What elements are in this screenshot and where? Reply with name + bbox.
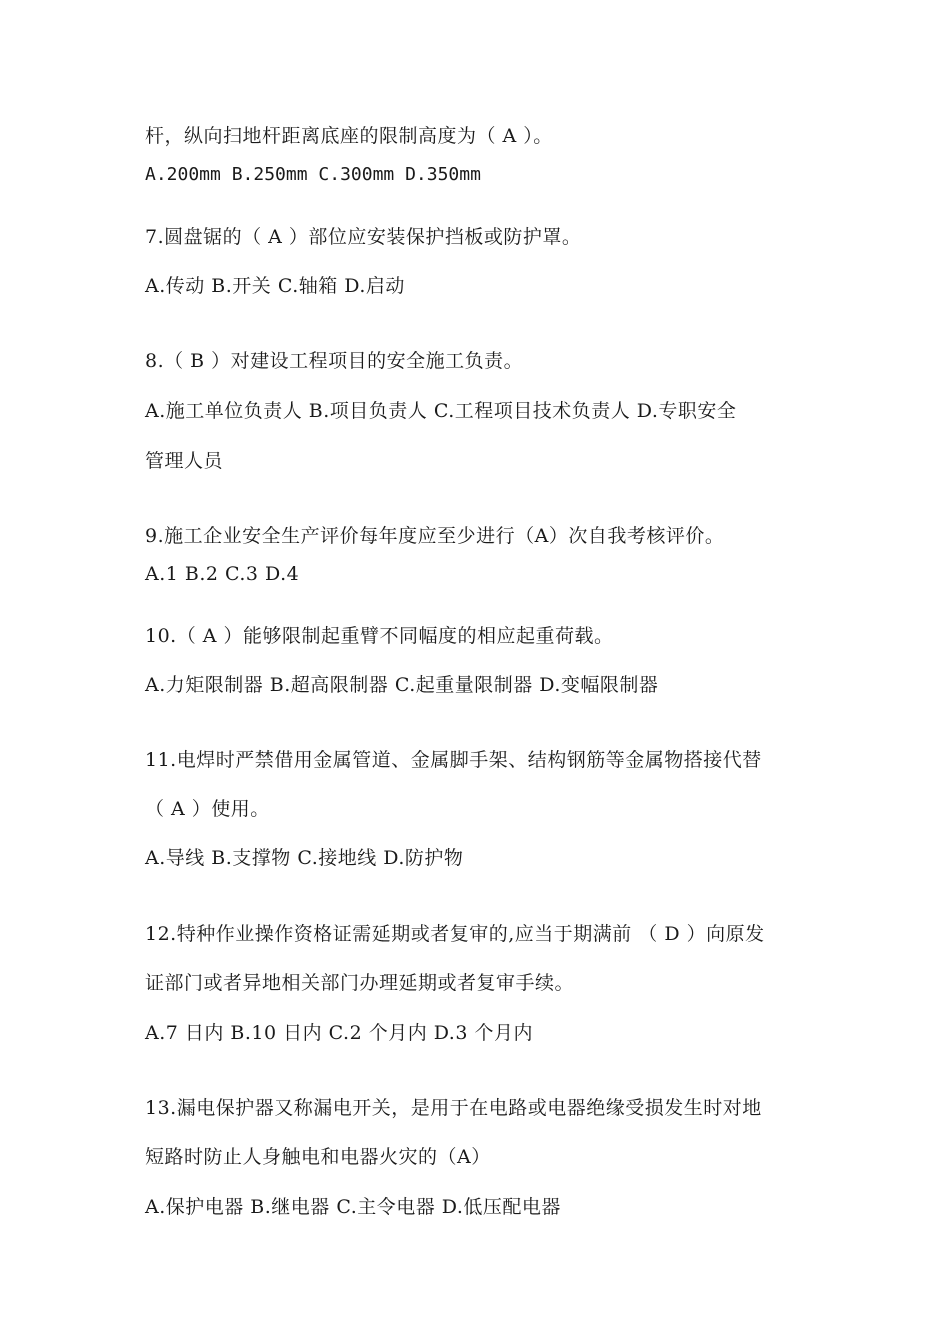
question-12-continued: 证部门或者异地相关部门办理延期或者复审手续。 [145,972,575,994]
question-13: 13.漏电保护器又称漏电开关，是用于在电路或电器绝缘受损发生时对地 [145,1097,762,1119]
answer-options: A.施工单位负责人 B.项目负责人 C.工程项目技术负责人 D.专职安全 [145,400,737,422]
answer-options: A.7 日内 B.10 日内 C.2 个月内 D.3 个月内 [145,1022,533,1044]
question-11: 11.电焊时严禁借用金属管道、金属脚手架、结构钢筋等金属物搭接代替 [145,749,762,771]
text-line: 杆，纵向扫地杆距离底座的限制高度为（ A ）。 [145,125,553,147]
answer-options: A.力矩限制器 B.超高限制器 C.起重量限制器 D.变幅限制器 [145,674,659,696]
answer-options: A.导线 B.支撑物 C.接地线 D.防护物 [145,847,464,869]
question-8: 8.（ B ）对建设工程项目的安全施工负责。 [145,350,524,372]
answer-options: A.200mm B.250mm C.300mm D.350mm [145,164,481,185]
question-9: 9.施工企业安全生产评价每年度应至少进行（A）次自我考核评价。 [145,525,725,547]
question-13-continued: 短路时防止人身触电和电器火灾的（A） [145,1146,491,1168]
question-7: 7.圆盘锯的（ A ）部位应安装保护挡板或防护罩。 [145,226,582,248]
answer-options: A.传动 B.开关 C.轴箱 D.启动 [145,275,405,297]
answer-options: A.1 B.2 C.3 D.4 [145,563,300,585]
question-12: 12.特种作业操作资格证需延期或者复审的,应当于期满前 （ D ）向原发 [145,923,765,945]
question-11-continued: （ A ）使用。 [145,798,270,820]
answer-options: A.保护电器 B.继电器 C.主令电器 D.低压配电器 [145,1196,561,1218]
question-10: 10.（ A ）能够限制起重臂不同幅度的相应起重荷载。 [145,625,614,647]
answer-options-continued: 管理人员 [145,450,224,472]
